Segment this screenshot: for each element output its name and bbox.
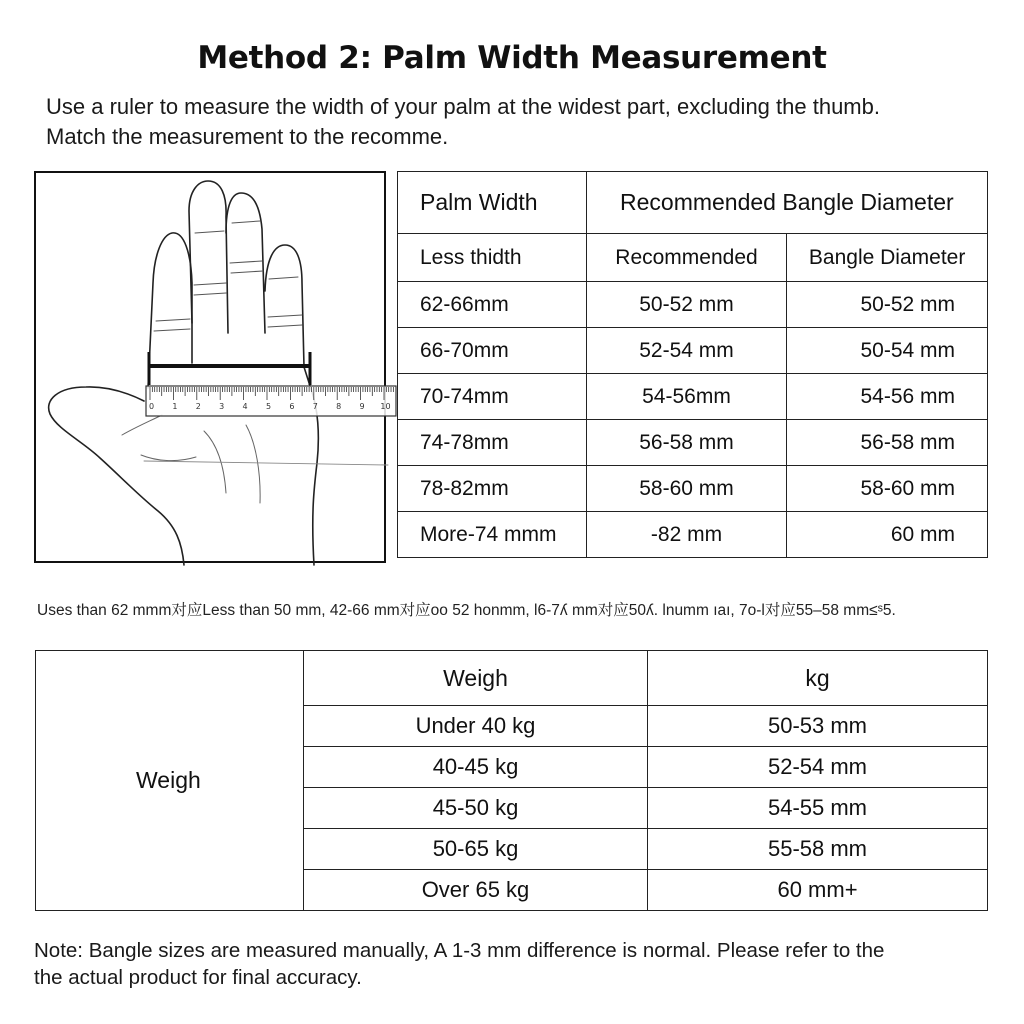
ruler-label: 4 — [242, 402, 248, 411]
weight-table — [35, 650, 988, 911]
table-row — [398, 282, 988, 328]
note — [34, 937, 1009, 991]
table-row — [398, 466, 988, 512]
diameter-cell: 56-58 mm — [787, 420, 988, 466]
size-cell: 50-53 mm — [648, 706, 988, 747]
footnote: Uses than 62 mmm对应Less than 50 mm, 42-66 mm对应oo 52 honmm, l6-7ʎ mm对应50ʎ. lnumm ıaı, 7o-l对应55–58 mm≤ˢ5. — [37, 602, 896, 619]
palm-width-cell: 62-66mm — [398, 282, 587, 328]
weight-table-header-row — [36, 651, 988, 706]
ruler-label: 8 — [336, 402, 342, 411]
diameter-cell: 50-54 mm — [787, 328, 988, 374]
weight-cell: 40-45 kg — [304, 747, 648, 788]
diameter-cell: 58-60 mm — [787, 466, 988, 512]
ruler-label: 9 — [359, 402, 365, 411]
subheader-col1: Less thidth — [398, 234, 587, 282]
instructions-line-1: Use a ruler to measure the width of your palm at the widest part, excluding the thumb. — [46, 94, 880, 119]
note-line-1: Note: Bangle sizes are measured manually, A 1-3 mm difference is normal. Please refer to the — [34, 939, 885, 962]
note-line-2: the actual product for final accuracy. — [34, 966, 362, 989]
palm-midline — [144, 461, 388, 465]
size-cell: 54-55 mm — [648, 788, 988, 829]
hand-with-ruler-illustration — [36, 173, 391, 565]
recommended-cell: -82 mm — [586, 512, 787, 558]
diameter-cell: 54-56 mm — [787, 374, 988, 420]
ring-finger-outline — [189, 181, 228, 333]
weight-cell: 45-50 kg — [304, 788, 648, 829]
ruler-label: 7 — [312, 402, 318, 411]
size-cell: 52-54 mm — [648, 747, 988, 788]
ruler — [146, 386, 396, 416]
table-row — [398, 374, 988, 420]
weight-cell: Over 65 kg — [304, 870, 648, 911]
recommended-cell: 52-54 mm — [586, 328, 787, 374]
ruler-label: 2 — [195, 402, 201, 411]
palm-width-cell: 78-82mm — [398, 466, 587, 512]
index-finger-outline — [265, 245, 304, 367]
weight-cell: Under 40 kg — [304, 706, 648, 747]
instructions-line-2: Match the measurement to the recomme. — [46, 124, 449, 149]
palm-width-cell: 70-74mm — [398, 374, 587, 420]
table-subheader-row — [398, 234, 988, 282]
size-cell: 55-58 mm — [648, 829, 988, 870]
weight-cell: 50-65 kg — [304, 829, 648, 870]
ruler-label: 5 — [265, 402, 272, 411]
ruler-label: 3 — [219, 402, 225, 411]
subheader-col3: Bangle Diameter — [787, 234, 988, 282]
ruler-label: 1 — [172, 402, 178, 411]
header-kg: kg — [648, 651, 988, 706]
recommended-cell: 58-60 mm — [586, 466, 787, 512]
palm-width-cell: 66-70mm — [398, 328, 587, 374]
subheader-col2: Recommended — [586, 234, 787, 282]
palm-lines — [122, 415, 260, 503]
palm-width-table — [397, 171, 988, 558]
hand-illustration-panel — [34, 171, 391, 563]
ruler-label: 0 — [148, 402, 155, 411]
header-palm-width: Palm Width — [398, 172, 587, 234]
recommended-cell: 50-52 mm — [586, 282, 787, 328]
palm-width-cell: More-74 mmm — [398, 512, 587, 558]
palm-width-marker — [149, 352, 310, 385]
table-header-row — [398, 172, 988, 234]
ruler-label: 10 — [380, 402, 391, 411]
table-row — [398, 420, 988, 466]
recommended-cell: 56-58 mm — [586, 420, 787, 466]
diameter-cell: 60 mm — [787, 512, 988, 558]
table-row — [398, 328, 988, 374]
page-title: Method 2: Palm Width Measurement — [197, 40, 827, 76]
ruler-label: 6 — [289, 402, 295, 411]
weight-row-label: Weigh — [36, 651, 304, 911]
little-finger-outline — [149, 233, 192, 368]
diameter-cell: 50-52 mm — [787, 282, 988, 328]
recommended-cell: 54-56mm — [586, 374, 787, 420]
header-weigh: Weigh — [304, 651, 648, 706]
palm-width-cell: 74-78mm — [398, 420, 587, 466]
size-cell: 60 mm+ — [648, 870, 988, 911]
instructions — [46, 92, 1006, 152]
header-recommended-diameter: Recommended Bangle Diameter — [586, 172, 987, 234]
table-row — [398, 512, 988, 558]
